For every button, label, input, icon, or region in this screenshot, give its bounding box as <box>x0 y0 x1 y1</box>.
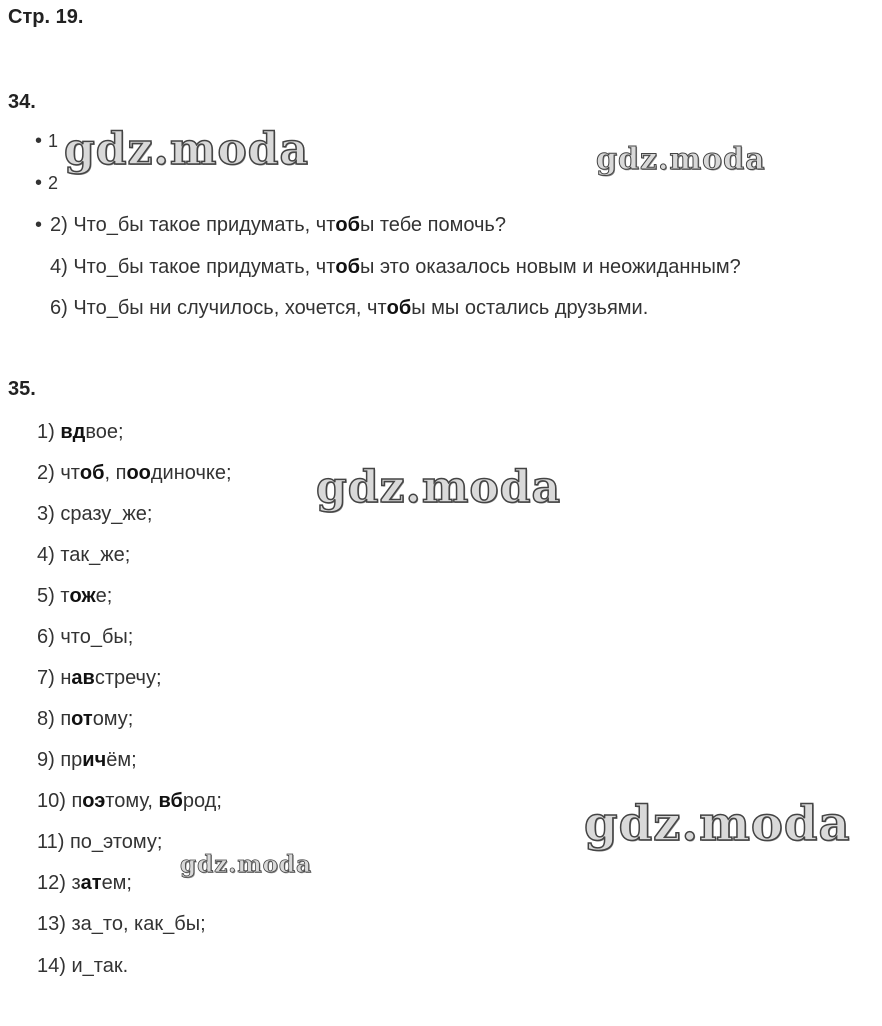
text-fragment: е; <box>95 585 113 607</box>
text-fragment: 2) Что_бы такое придумать, чт <box>50 214 336 236</box>
text-fragment: 4) так_же; <box>37 544 131 566</box>
text-fragment: 5) т <box>37 585 70 607</box>
task-35-item <box>37 749 137 772</box>
text-fragment: 3) сразу_же; <box>37 503 153 525</box>
bullet-marker: • <box>35 172 43 194</box>
bold-fragment: оэ <box>82 790 106 812</box>
text-fragment: 2) чт <box>37 462 80 484</box>
text-fragment: ы тебе помочь? <box>359 214 506 236</box>
task-35-item <box>37 790 222 813</box>
task-35-item <box>37 831 162 854</box>
task-35-item <box>37 872 132 895</box>
text-fragment: 4) Что_бы такое придумать, чт <box>50 256 336 278</box>
text-fragment: тому, <box>105 790 159 812</box>
text-fragment: 10) п <box>37 790 83 812</box>
task-35-item <box>37 667 162 690</box>
text-fragment: , п <box>104 462 127 484</box>
text-fragment: ы это оказалось новым и неожиданным? <box>359 256 741 278</box>
item-number: 1 <box>48 131 59 151</box>
bold-fragment: ав <box>71 667 95 689</box>
task-35-item <box>37 913 206 936</box>
bold-fragment: от <box>71 708 93 730</box>
text-fragment: ём; <box>106 749 137 771</box>
watermark-logo: gdz.moda <box>316 462 562 513</box>
bullet-marker: • <box>35 130 43 152</box>
task-34-bullet-3: • <box>35 214 43 236</box>
bold-fragment: об <box>386 297 412 319</box>
task-34-sentence <box>50 297 648 320</box>
watermark-logo: gdz.moda <box>64 124 310 175</box>
text-fragment: вое; <box>85 421 124 443</box>
text-fragment: стречу; <box>94 667 162 689</box>
task-34-number: 34. <box>8 91 36 113</box>
bold-fragment: оо <box>126 462 151 484</box>
bold-fragment: об <box>79 462 105 484</box>
bold-fragment: ич <box>82 749 107 771</box>
text-fragment: 9) пр <box>37 749 83 771</box>
text-fragment: ем; <box>101 872 132 894</box>
task-35-item <box>37 626 133 649</box>
item-number: 2 <box>48 173 59 193</box>
task-35-item <box>37 708 133 731</box>
page-title: Стр. 19. <box>8 6 84 28</box>
text-fragment: 1) <box>37 421 61 443</box>
text-fragment: ому; <box>92 708 134 730</box>
bold-fragment: об <box>335 256 360 278</box>
text-fragment: 13) за_то, как_бы; <box>37 913 206 935</box>
bold-fragment: вд <box>60 421 86 443</box>
task-35-item <box>37 462 232 485</box>
text-fragment: диночке; <box>150 462 232 484</box>
text-fragment: 12) з <box>37 872 81 894</box>
text-fragment: 14) и_так. <box>37 955 129 977</box>
bold-fragment: ож <box>69 585 96 607</box>
text-fragment: род; <box>182 790 222 812</box>
text-fragment: 7) н <box>37 667 72 689</box>
task-35-item <box>37 585 112 608</box>
text-fragment: ы мы остались друзьями. <box>411 297 649 319</box>
task-35-item <box>37 544 130 567</box>
task-34-item-1 <box>35 130 58 153</box>
bold-fragment: ат <box>80 872 102 894</box>
watermark-logo: gdz.moda <box>584 796 851 852</box>
bold-fragment: об <box>335 214 360 236</box>
task-34-item-2 <box>35 172 58 195</box>
text-fragment: 8) п <box>37 708 72 730</box>
text-fragment: 6) что_бы; <box>37 626 134 648</box>
task-35-item <box>37 421 124 444</box>
watermark-logo: gdz.moda <box>596 142 766 177</box>
text-fragment: 11) по_этому; <box>37 831 163 853</box>
task-34-sentence <box>50 256 741 279</box>
task-35-number: 35. <box>8 378 36 400</box>
watermark-logo: gdz.moda <box>180 851 312 878</box>
task-34-sentence <box>50 214 506 237</box>
text-fragment: 6) Что_бы ни случилось, хочется, чт <box>50 297 387 319</box>
bold-fragment: вб <box>158 790 183 812</box>
task-35-item <box>37 955 128 978</box>
task-35-item <box>37 503 153 526</box>
